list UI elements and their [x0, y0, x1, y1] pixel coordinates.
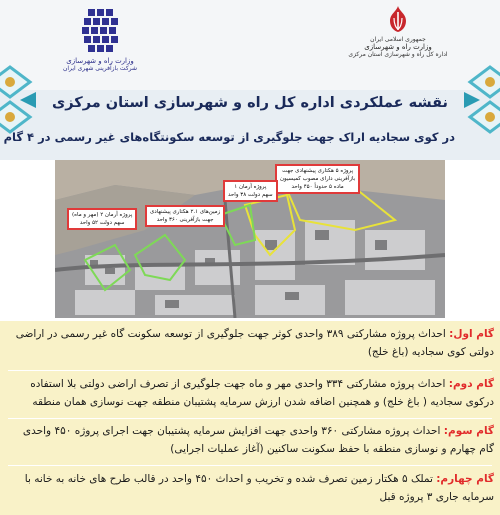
step-divider [8, 418, 492, 419]
step-2-text: احداث پروژه مشارکتی ۳۳۴ واحدی مهر و ماه جهت جلوگیری از تصرف اراضی دولتی بلا استفاده درکوی سجادیه ( باغ خلج) و همچنین اضافه شدن ارزش سرمایه پشتیبان منطقه جهت نوسازی همان منطقه [30, 378, 494, 408]
step-3-text: احداث پروژه مشارکتی ۳۶۰ واحدی جهت افزایش سرمایه پشتیبان جهت اجرای پروژه ۴۵۰ واحدی گام چهارم و نوسازی منطقه با حفظ سکونت ساکنین (آغاز عملیات اجرایی) [22, 425, 494, 455]
map-label-arman1-line1: پروژه آرمان ۱ [234, 184, 267, 190]
map-label-5ha-line2: بازآفرینی دارای مصوب کمیسیون [280, 176, 356, 182]
decorative-pattern-right-icon [456, 62, 500, 152]
map-label-5ha-line3: ماده ۵ حدوداً ۴۵۰ واحد [291, 184, 344, 190]
map-label-arman2-line2: سهم دولت ۵۲ واحد [79, 220, 125, 226]
step-1-text: احداث پروژه مشارکتی ۳۸۹ واحدی کوثر جهت جلوگیری از توسعه سکونت گاه غیر رسمی در اراضی دولتی کوی سجادیه (باغ خلج) [15, 328, 494, 358]
right-org-line3: اداره کل راه و شهرسازی استان مرکزی [348, 51, 448, 58]
right-org-line1: جمهوری اسلامی ایران [370, 36, 426, 43]
map-label-arman2-line1: پروژه آرمان ۲ (مهر و ماه) [72, 212, 133, 218]
step-1-tag: گام اول: [449, 328, 494, 340]
map-label-5ha-line1: پروژه ۵ هکتاری پیشنهادی جهت [282, 168, 354, 174]
map-label-2ha-line2: جهت بازآفرینی ۳۶۰ واحد [156, 217, 214, 223]
map-label-arman1 [223, 180, 278, 202]
map-label-2ha [145, 205, 225, 227]
urban-regeneration-logo [36, 7, 164, 87]
step-divider [8, 370, 492, 371]
step-4 [8, 470, 494, 506]
left-org-line2: شرکت بازآفرینی شهری ایران [62, 65, 138, 72]
grid-logo-icon [80, 7, 120, 55]
aerial-map [55, 160, 445, 318]
right-org-line2: وزارت راه و شهرسازی [364, 43, 432, 51]
map-label-arman2 [67, 208, 137, 230]
main-title: نقشه عملکردی اداره کل راه و شهرسازی استان مرکزی [52, 95, 448, 111]
left-org-line1: وزارت راه و شهرسازی [66, 57, 134, 65]
step-1 [8, 325, 494, 361]
subtitle: در کوی سجادیه اراک جهت جلوگیری از توسعه سکونتگاه‌های غیر رسمی در ۴ گام [3, 130, 455, 144]
step-2 [8, 375, 494, 411]
step-3-tag: گام سوم: [443, 425, 494, 437]
map-label-arman1-line2: سهم دولت ۳۸ واحد [228, 192, 273, 198]
map-label-5ha [275, 164, 360, 194]
iran-emblem-icon [385, 4, 411, 34]
step-2-tag: گام دوم: [448, 378, 494, 390]
step-divider [8, 465, 492, 466]
step-4-text: تملک ۵ هکتار زمین تصرف شده و تخریب و احداث ۴۵۰ واحد در قالب طرح های خانه به خانه با سرمایه جاری ۳ پروژه قبل [24, 473, 494, 503]
ministry-logo [338, 4, 458, 84]
step-4-tag: گام چهارم: [436, 473, 494, 485]
step-3 [8, 422, 494, 458]
map-label-2ha-line1: زمین‌های ۲.۱ هکتاری پیشنهادی [150, 209, 221, 215]
